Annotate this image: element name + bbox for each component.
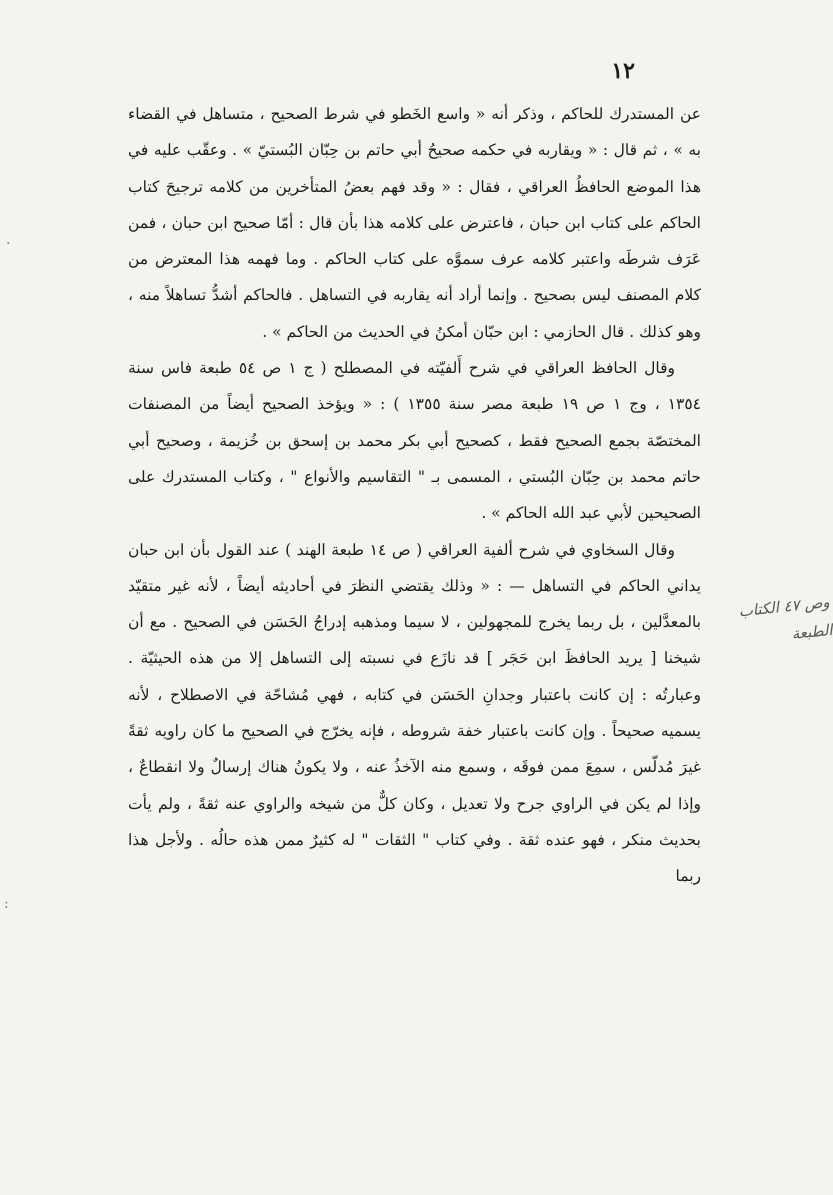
body-text [128, 96, 701, 895]
paragraph: وقال الحافظ العراقي في شرح أَلفيّته في المصطلح ( ج ١ ص ٥٤ طبعة فاس سنة ١٣٥٤ ، وج ١ ص ١٩ طبعة مصر سنة ١٣٥٥ ) : « ويؤخذ الصحيح أيضاً من المصنفات المختصّة بجمع الصحيح فقط ، كصحيح أبي بكر محمد بن إسحق بن خُزيمة ، وصحيح أبي حاتم محمد بن حِبّان البُستي ، المسمى بـ " التقاسيم والأنواع " ، وكتاب المستدرك على الصحيحين لأبي عبد الله الحاكم » . [128, 359, 701, 523]
margin-note-line: وص ٤٧ الكتاب [737, 592, 831, 621]
paragraph: وقال السخاوي في شرح ألفية العراقي ( ص ١٤ طبعة الهند ) عند القول بأن ابن حبان يداني الحاكم في التساهل — : « وذلك يقتضي النظرَ في أحاديثه أيضاً ، لأنه غير متقيّد بالمعدَّلين ، بل ربما يخرج للمجهولين ، لا سيما ومذهبه إدراجُ الحَسَن في الصحيح . مع أن شيخنا [ يريد الحافظَ ابن حَجَر ] قد نازَع في نسبته إلى التساهل إلا من هذه الحيثيّة . وعبارتُه : إن كانت باعتبار وجدانِ الحَسَن في كتابه ، فهي مُشاحّة في الاصطلاح ، لأنه يسميه صحيحاً . وإن كانت باعتبار خفة شروطه ، فإنه يخرّج في الصحيح ما كان راويه ثقةً غيرَ مُدلّس ، سمِعَ ممن فوقَه ، وسمع منه الآخذُ عنه ، ولا يكونُ هناك إرسالٌ ولا انقطاعٌ ، وإذا لم يكن في الراوي جرح ولا تعديل ، وكان كلٌّ من شيخه والراوي عنه ثقةً ، ولم يأت بحديث منكر ، فهو عنده ثقة . وفي كتاب " الثقات " له كثيرٌ ممن هذه حالُه . ولأجل هذا ربما [128, 540, 701, 886]
margin-note-line: الطبعة [790, 620, 833, 643]
handwritten-margin-note [689, 588, 833, 658]
paragraph: عن المستدرك للحاكم ، وذكر أنه « واسع الخَطو في شرط الصحيح ، متساهل في القضاء به » ، ثم قال : « ويقاربه في حكمه صحيحُ أبي حاتم بن حِبّان البُستيّ » . وعقّب عليه في هذا الموضع الحافظُ العراقي ، فقال : « وقد فهم بعضُ المتأخرين من كلامه ترجيحَ كتاب الحاكم على كتاب ابن حبان ، فاعترض على كلامه هذا بأن قال : أمّا صحيح ابن حبان ، فمن عَرَف شرطَه واعتبر كلامه عرف سموَّه على كتاب الحاكم . وما فهمه هذا المعترض من كلام المصنف ليس بصحيح . وإنما أراد أنه يقاربه في التساهل . فالحاكم أشدُّ تساهلاً منه ، وهو كذلك . قال الحازمي : ابن حبّان أمكنُ في الحديث من الحاكم » . [128, 105, 701, 341]
scan-speck: · [6, 236, 11, 252]
scan-speck: : [4, 896, 9, 912]
page-number: ١٢ [611, 58, 635, 84]
